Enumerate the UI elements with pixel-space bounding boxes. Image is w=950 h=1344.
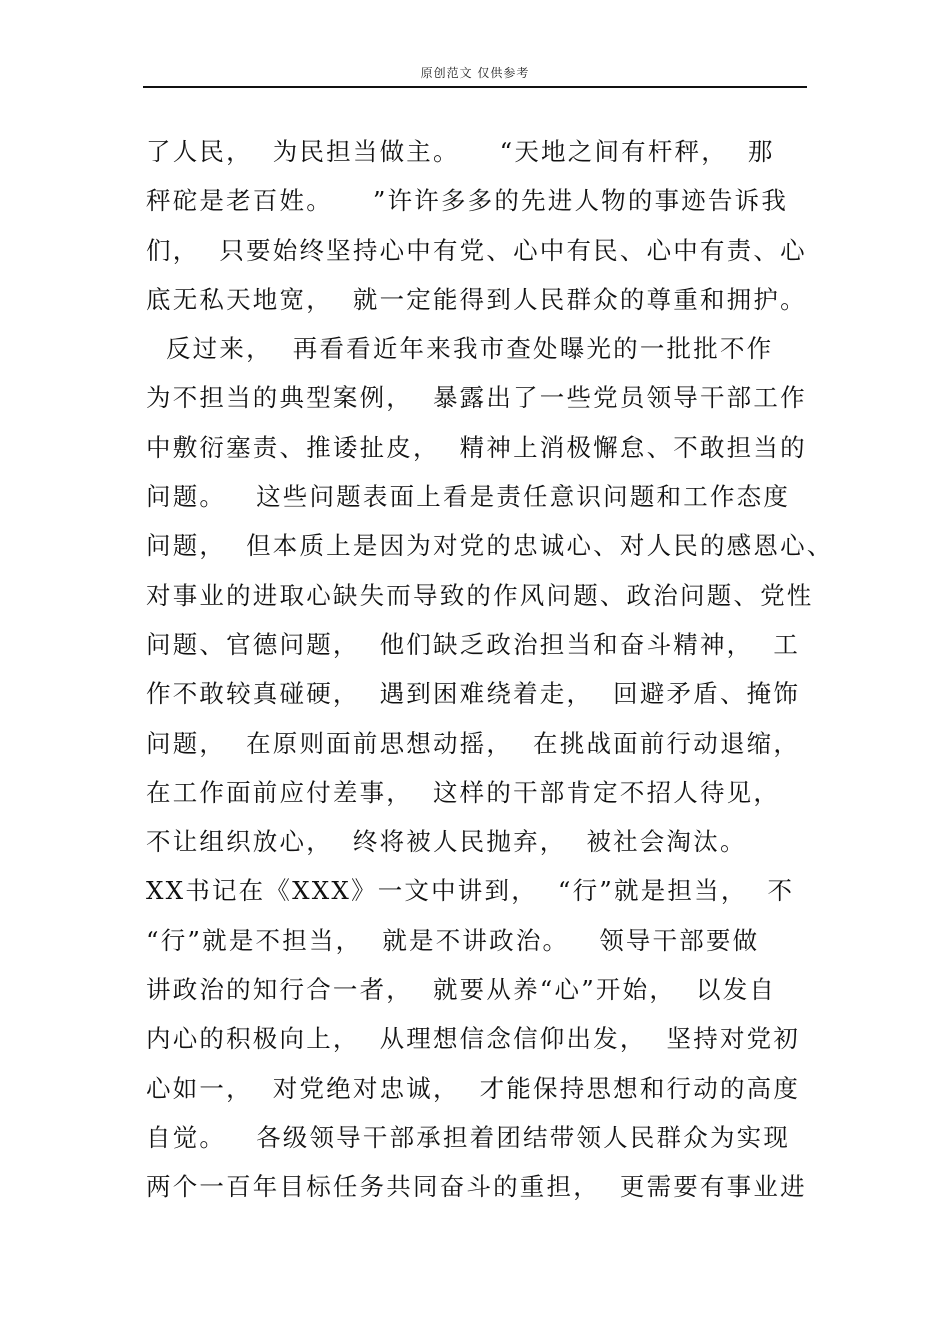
text-line: 作不敢较真碰硬， 遇到困难绕着走， 回避矛盾、掩饰 [146,679,801,709]
text-line: 不让组织放心， 终将被人民抛弃， 被社会淘汰。 [146,827,747,857]
text-line: 底无私天地宽， 就一定能得到人民群众的尊重和拥护。 [146,284,807,314]
header-text: 原创范文 仅供参考 [420,66,530,80]
text-line: XX书记在《XXX》一文中讲到， “行”就是担当， 不 [146,876,795,906]
text-line: 问题， 但本质上是因为对党的忠诚心、对人民的感恩心、 [146,531,834,561]
text-line: 了人民， 为民担当做主。 “天地之间有杆秤， 那 [146,137,775,166]
text-line: 为不担当的典型案例， 暴露出了一些党员领导干部工作 [146,383,807,413]
text-line: 秤砣是老百姓。 ”许许多多的先进人物的事迹告诉我 [146,186,789,216]
text-line: 讲政治的知行合一者， 就要从养“心”开始， 以发自 [146,975,777,1005]
text-line: 问题， 在原则面前思想动摇， 在挑战面前行动退缩， [146,728,801,758]
text-line: 内心的积极向上， 从理想信念信仰出发， 坚持对党初 [146,1024,801,1054]
text-line: 问题、官德问题， 他们缺乏政治担当和奋斗精神， 工 [146,629,801,659]
text-line: 反过来， 再看看近年来我市查处曝光的一批批不作 [146,334,774,364]
text-line: 们， 只要始终坚持心中有党、心中有民、心中有责、心 [146,235,807,265]
text-line: 心如一， 对党绝对忠诚， 才能保持思想和行动的高度 [146,1073,801,1103]
text-line: 两个一百年目标任务共同奋斗的重担， 更需要有事业进 [146,1172,807,1202]
page-header [143,62,807,88]
text-line: 中敷衍塞责、推诿扯皮， 精神上消极懈怠、不敢担当的 [146,432,807,462]
text-line: 在工作面前应付差事， 这样的干部肯定不招人待见， [146,777,781,807]
text-line: 自觉。 各级领导干部承担着团结带领人民群众为实现 [146,1122,791,1152]
text-line: 问题。 这些问题表面上看是责任意识问题和工作态度 [146,482,791,512]
text-line: 对事业的进取心缺失而导致的作风问题、政治问题、党性 [146,580,814,610]
text-line: “行”就是不担当， 就是不讲政治。 领导干部要做 [146,925,760,955]
document-body [146,130,834,1215]
